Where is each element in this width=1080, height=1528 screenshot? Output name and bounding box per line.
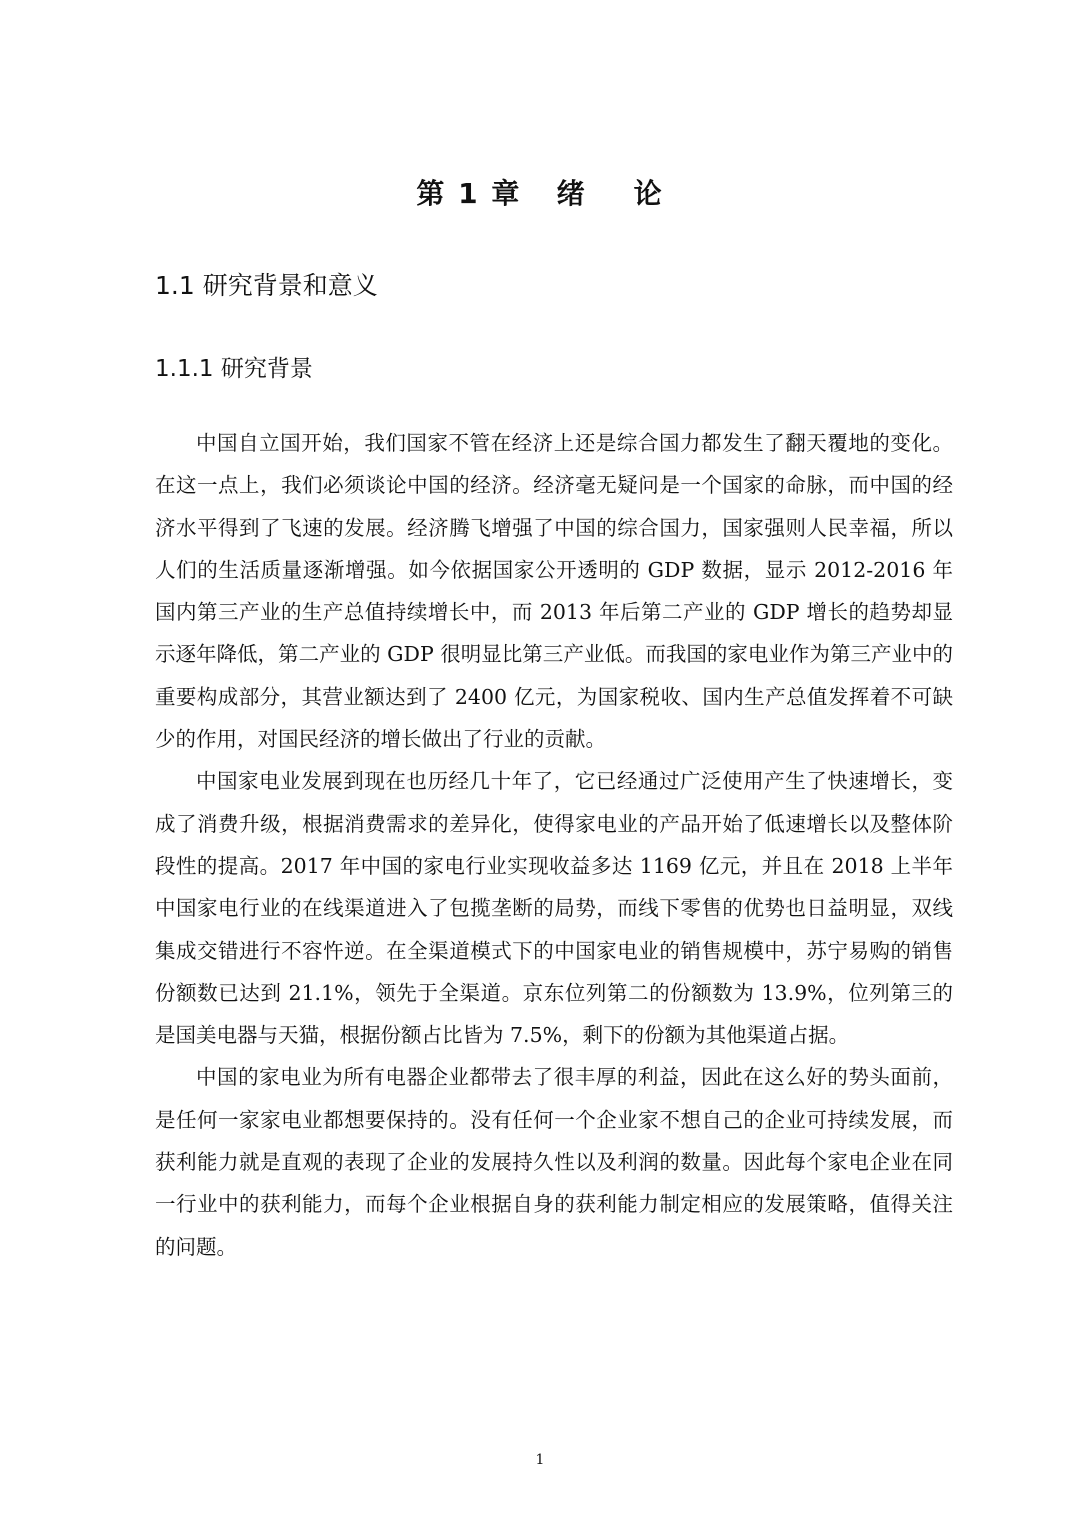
- subsection-heading: 1.1.1 研究背景: [155, 356, 313, 382]
- paragraph: 中国家电业发展到现在也历经几十年了，它已经通过广泛使用产生了快速增长，变成了消费升级，根据消费需求的差异化，使得家电业的产品开始了低速增长以及整体阶段性的提高。2017 年中国的家电行业实现收益多达 1169 亿元，并且在 2018 上半年中国家电行业的在线渠道进入了包揽垄断的局势，而线下零售的优势也日益明显，双线集成交错进行不容忤逆。在全渠道模式下的中国家电业的销售规模中，苏宁易购的销售份额数已达到 21.1%，领先于全渠道。京东位列第二的份额数为 13.9%，位列第三的是国美电器与天猫，根据份额占比皆为 7.5%，剩下的份额为其他渠道占据。: [155, 769, 953, 1048]
- paragraph: 中国的家电业为所有电器企业都带去了很丰厚的利益，因此在这么好的势头面前，是任何一家家电业都想要保持的。没有任何一个企业家不想自己的企业可持续发展，而获利能力就是直观的表现了企业的发展持久性以及利润的数量。因此每个家电企业在同一行业中的获利能力，而每个企业根据自身的获利能力制定相应的发展策略，值得关注的问题。: [155, 1065, 953, 1259]
- paragraph: 中国自立国开始，我们国家不管在经济上还是综合国力都发生了翻天覆地的变化。在这一点上，我们必须谈论中国的经济。经济毫无疑问是一个国家的命脉，而中国的经济水平得到了飞速的发展。经济腾飞增强了中国的综合国力，国家强则人民幸福，所以人们的生活质量逐渐增强。如今依据国家公开透明的 GDP 数据，显示 2012-2016 年国内第三产业的生产总值持续增长中，而 2013 年后第二产业的 GDP 增长的趋势却显示逐年降低，第二产业的 GDP 很明显比第三产业低。而我国的家电业作为第三产业中的重要构成部分，其营业额达到了 2400 亿元，为国家税收、国内生产总值发挥着不可缺少的作用，对国民经济的增长做出了行业的贡献。: [155, 431, 953, 752]
- body-text: [155, 422, 953, 1268]
- chapter-title: 第 1 章 绪 论: [416, 177, 664, 210]
- section-heading: 1.1 研究背景和意义: [155, 271, 378, 300]
- page-number: 1: [535, 1452, 545, 1468]
